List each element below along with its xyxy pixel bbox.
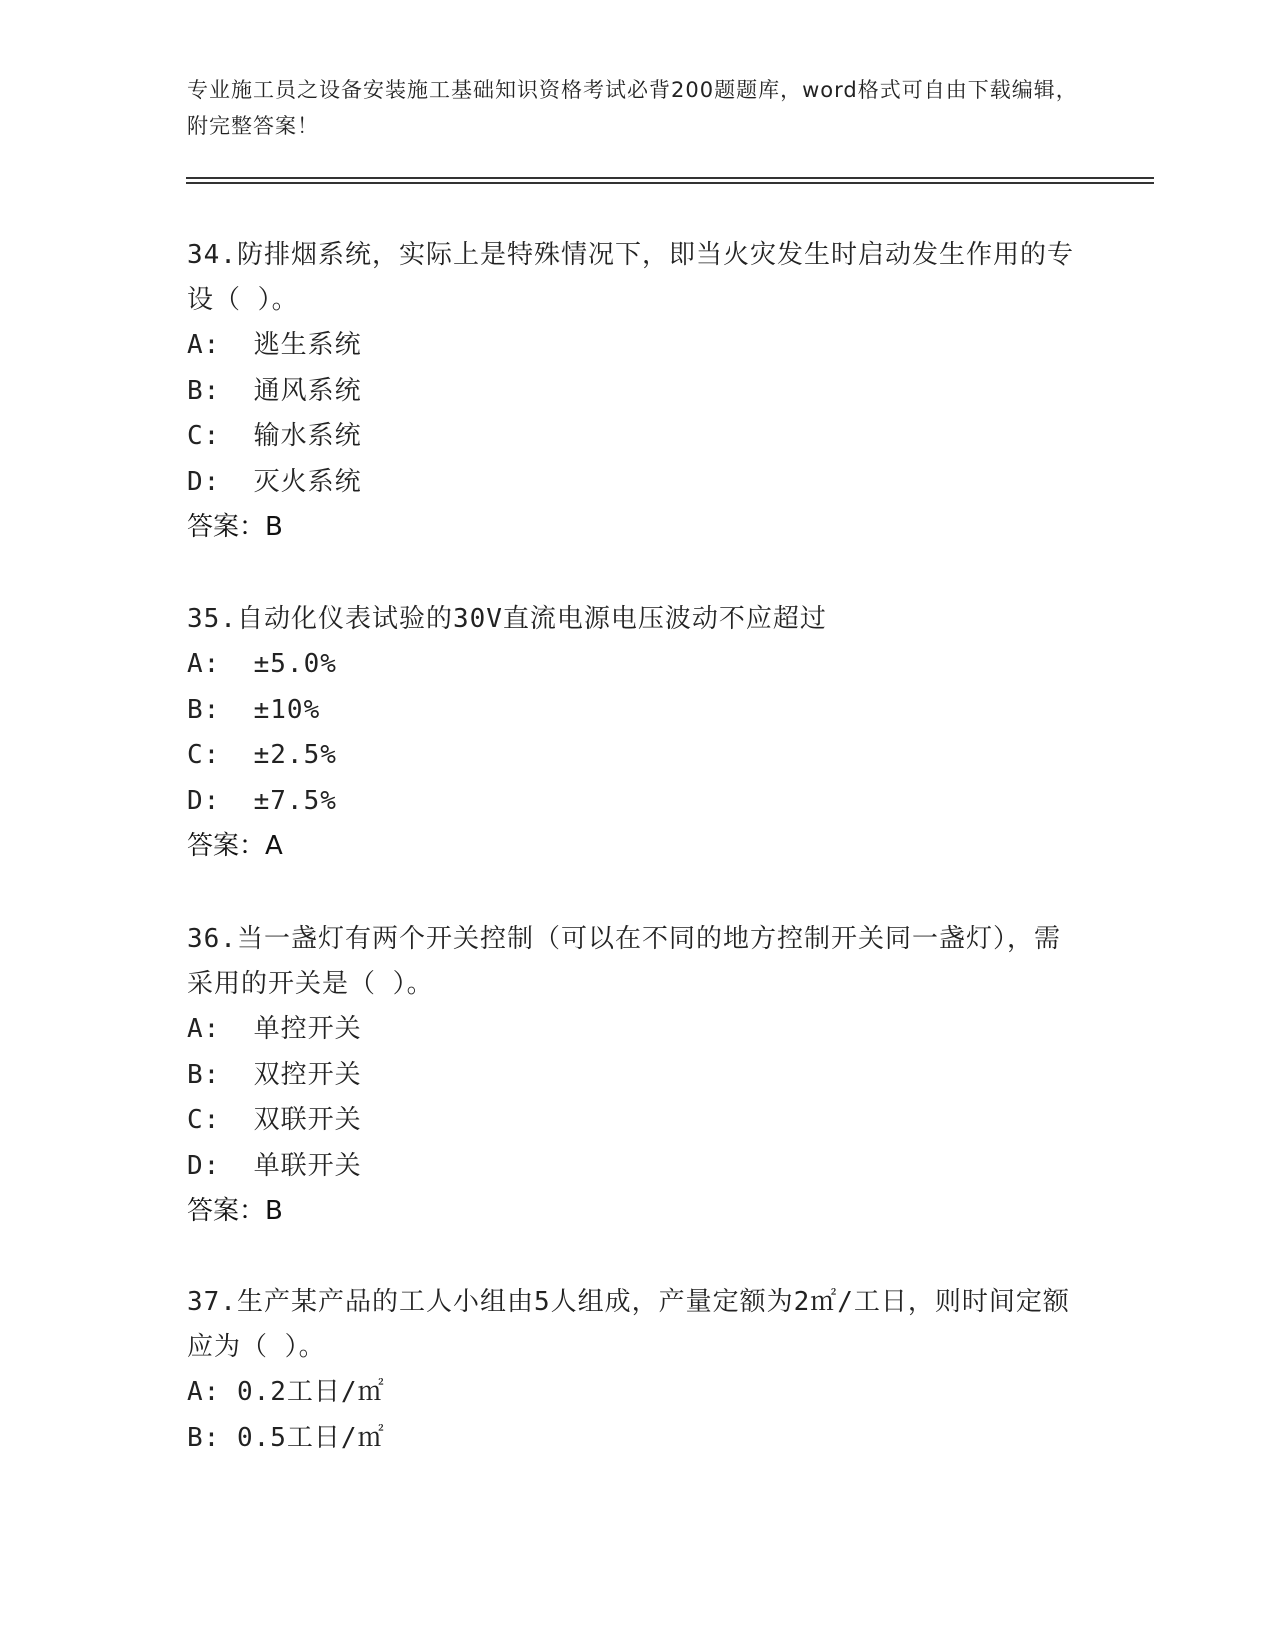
option-a: A: ±5.0% bbox=[187, 649, 337, 679]
option-c: C: ±2.5% bbox=[187, 740, 337, 770]
option-a: A: 单控开关 bbox=[187, 1014, 362, 1044]
option-c: C: 双联开关 bbox=[187, 1105, 362, 1135]
question-stem: 37.生产某产品的工人小组由5人组成，产量定额为2㎡/工日，则时间定额应为（ ）。 bbox=[187, 1287, 1070, 1362]
question-stem: 36.当一盏灯有两个开关控制（可以在不同的地方控制开关同一盏灯），需采用的开关是（ ）。 bbox=[187, 924, 1061, 999]
option-d: D: ±7.5% bbox=[187, 785, 337, 816]
answer-line: 答案：B bbox=[187, 1196, 283, 1226]
question-36 bbox=[187, 917, 1087, 1234]
option-a: A: 逃生系统 bbox=[187, 330, 362, 360]
answer-line: 答案：B bbox=[187, 512, 283, 542]
option-d: D: 单联开关 bbox=[187, 1150, 362, 1181]
question-37 bbox=[187, 1280, 1087, 1461]
option-d: D: 灭火系统 bbox=[187, 466, 362, 497]
document-header: 专业施工员之设备安装施工基础知识资格考试必背200题题库，word格式可自由下载编辑，附完整答案！ bbox=[187, 78, 1078, 138]
header-divider-top bbox=[186, 177, 1154, 179]
option-c: C: 输水系统 bbox=[187, 421, 362, 451]
option-b: B: ±10% bbox=[187, 694, 321, 725]
option-b: B: 0.5工日/㎡ bbox=[187, 1422, 385, 1453]
option-a: A: 0.2工日/㎡ bbox=[187, 1377, 385, 1407]
option-b: B: 双控开关 bbox=[187, 1059, 362, 1090]
option-b: B: 通风系统 bbox=[187, 375, 362, 406]
question-34 bbox=[187, 233, 1087, 550]
question-35 bbox=[187, 597, 1087, 869]
header-divider-bottom bbox=[186, 182, 1154, 184]
question-stem: 34.防排烟系统，实际上是特殊情况下，即当火灾发生时启动发生作用的专设（ ）。 bbox=[187, 240, 1074, 315]
answer-line: 答案：A bbox=[187, 831, 283, 861]
question-stem: 35.自动化仪表试验的30V直流电源电压波动不应超过 bbox=[187, 604, 827, 634]
